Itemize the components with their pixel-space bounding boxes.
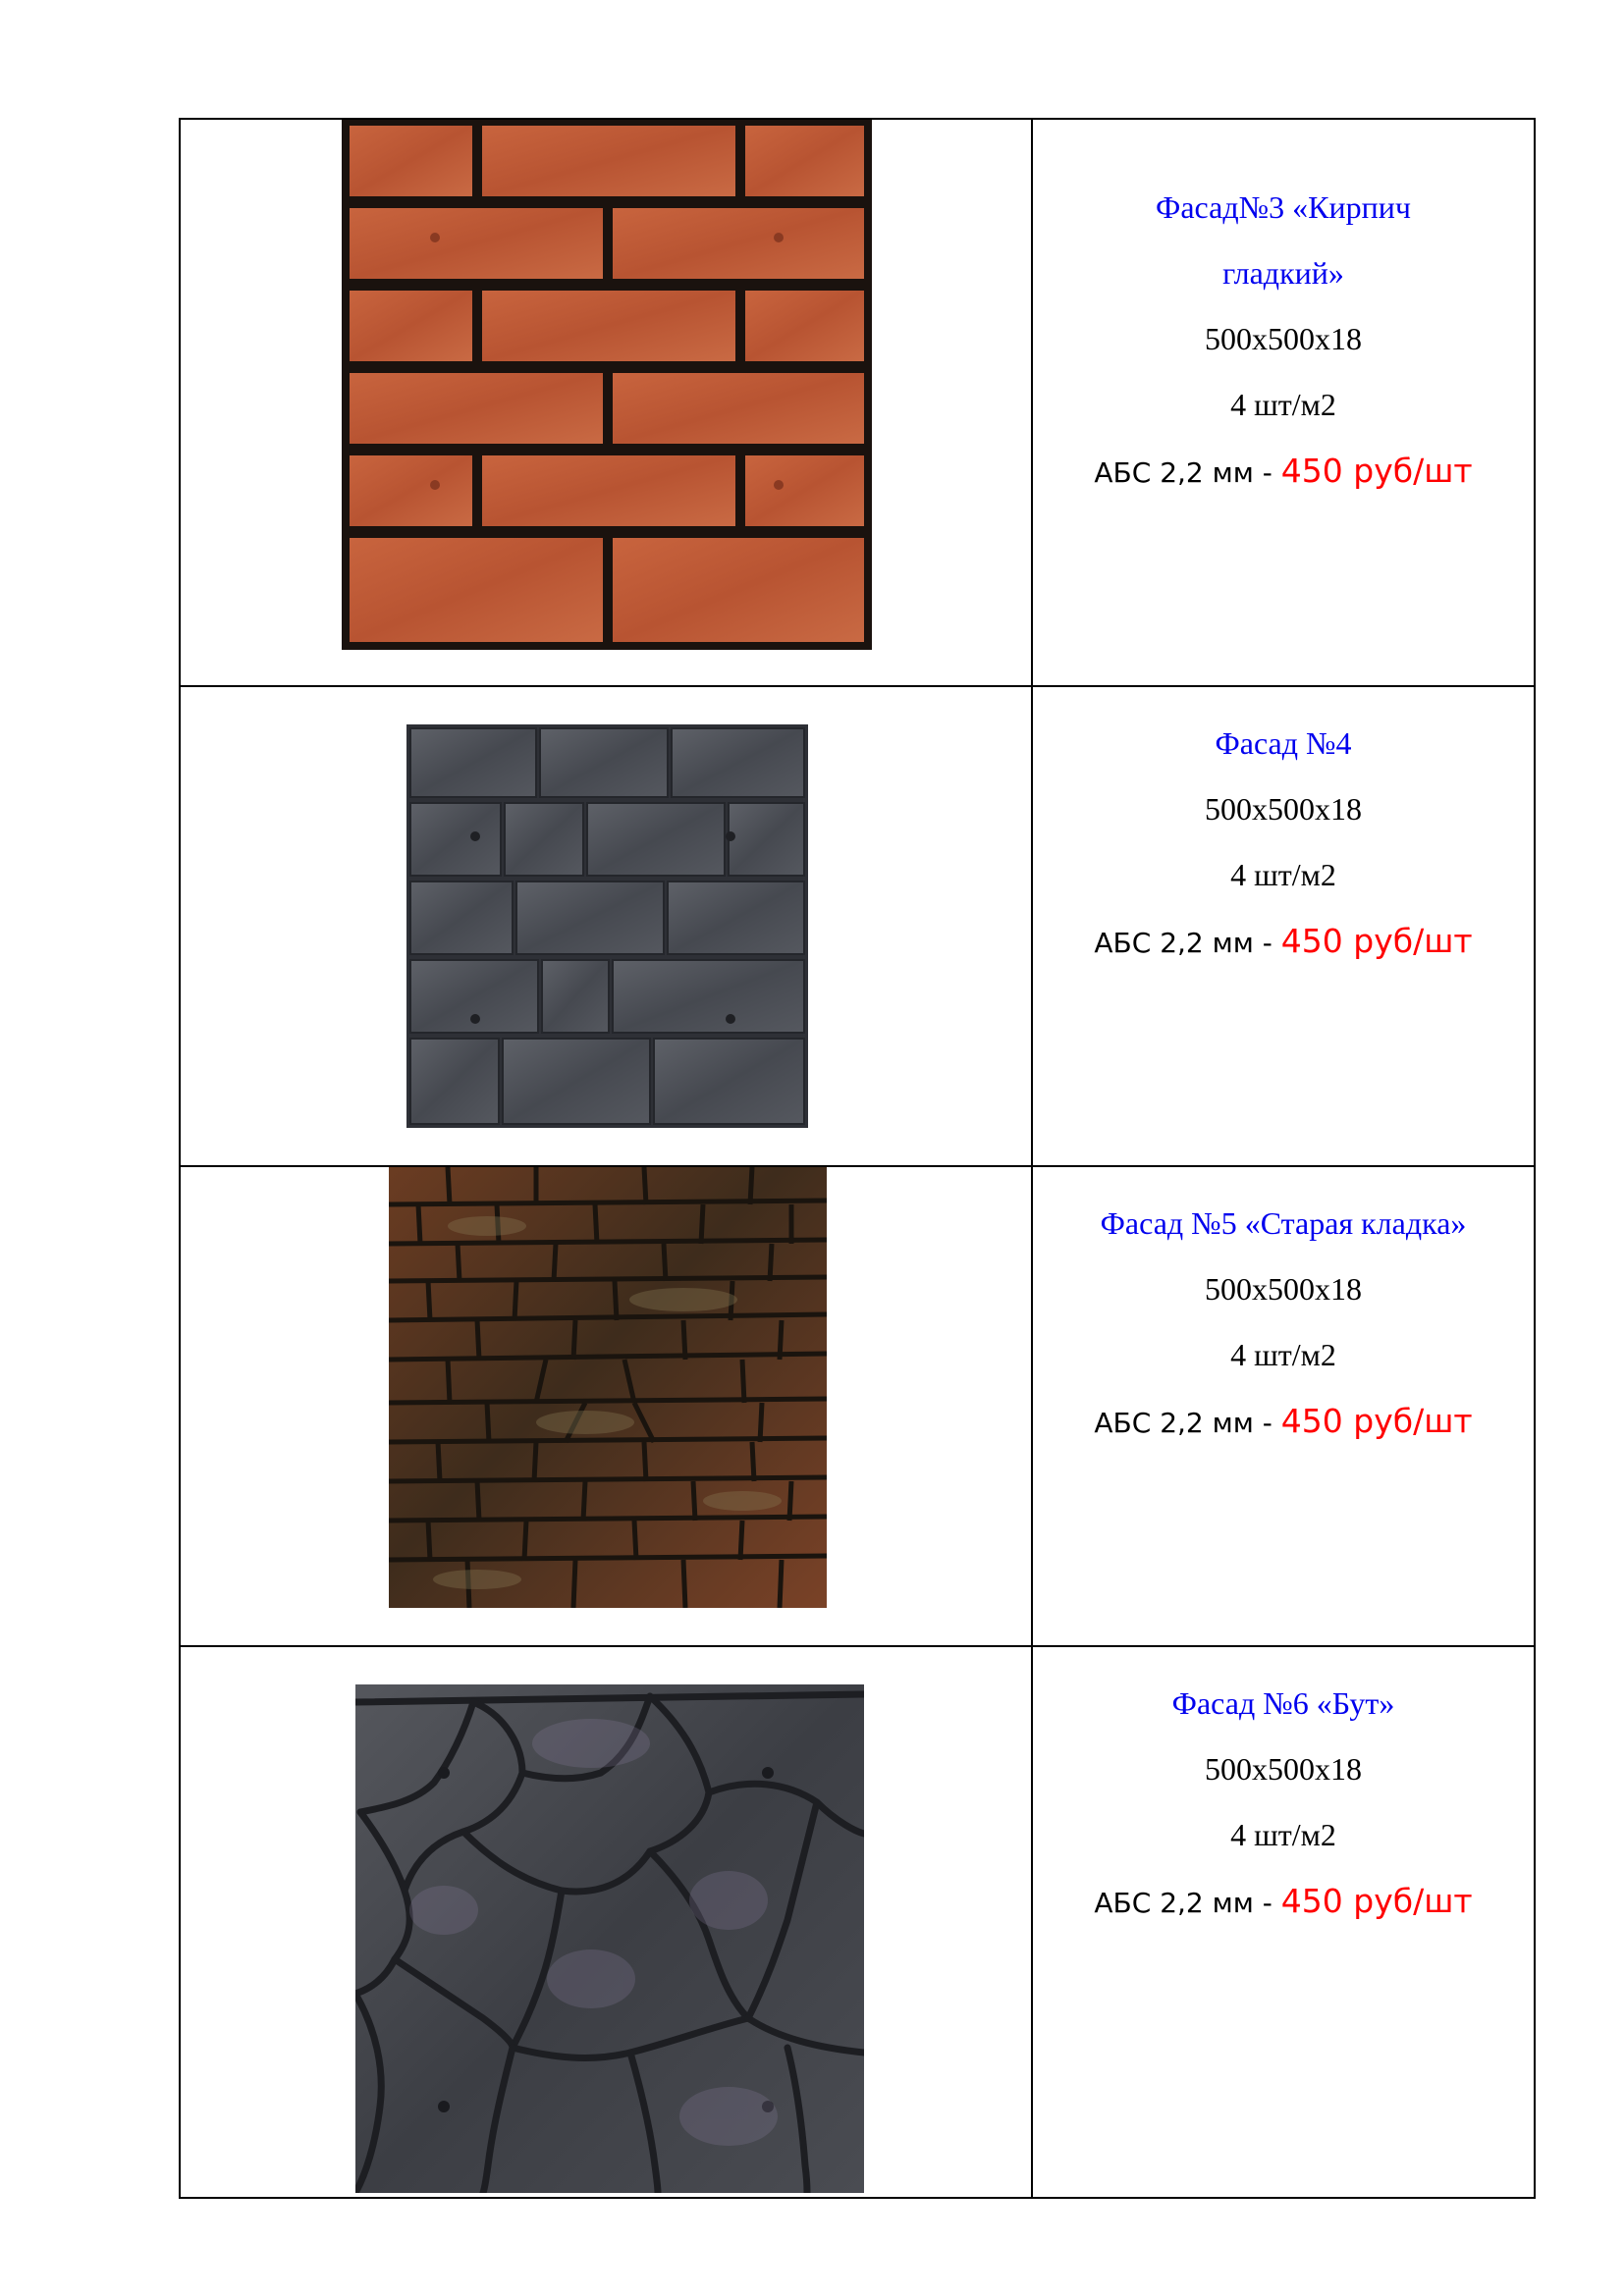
old-masonry-panel-image [389, 1167, 827, 1608]
product-info-cell [1033, 687, 1534, 1165]
product-price: 450 руб/шт [1280, 452, 1473, 490]
smooth-red-brick-panel-image [342, 120, 872, 650]
product-info-cell [1033, 1167, 1534, 1645]
product-quantity-per-m2: 4 шт/м2 [1230, 387, 1336, 422]
product-info-cell [1033, 120, 1534, 685]
product-size: 500х500х18 [1205, 1751, 1362, 1787]
product-quantity-per-m2: 4 шт/м2 [1230, 857, 1336, 892]
product-size: 500х500х18 [1205, 791, 1362, 827]
product-info-cell [1033, 1647, 1534, 2197]
product-image-cell [181, 1647, 1033, 2197]
product-material: АБС 2,2 мм - [1094, 456, 1281, 489]
product-price-line [1033, 1868, 1534, 1934]
product-material: АБС 2,2 мм - [1094, 927, 1281, 959]
product-price: 450 руб/шт [1280, 1402, 1473, 1440]
product-image-cell [181, 1167, 1033, 1645]
product-price-line [1033, 438, 1534, 504]
product-price-line [1033, 1388, 1534, 1454]
product-quantity-per-m2: 4 шт/м2 [1230, 1817, 1336, 1852]
product-size: 500х500х18 [1205, 321, 1362, 356]
product-name: Фасад №6 «Бут» [1171, 1685, 1395, 1721]
product-price: 450 руб/шт [1280, 1882, 1473, 1920]
product-table [179, 118, 1536, 2199]
product-price: 450 руб/шт [1280, 922, 1473, 960]
product-material: АБС 2,2 мм - [1094, 1407, 1281, 1439]
product-name: Фасад №4 [1215, 725, 1352, 761]
grey-stone-brick-panel-image [406, 724, 808, 1128]
product-row-facade-6 [181, 1647, 1534, 2197]
product-size: 500х500х18 [1205, 1271, 1362, 1307]
product-row-facade-4 [181, 687, 1534, 1167]
product-name-line-1: Фасад№3 «Кирпич [1156, 189, 1411, 225]
product-row-facade-5 [181, 1167, 1534, 1647]
product-name-line-2: гладкий» [1222, 255, 1344, 291]
product-image-cell [181, 687, 1033, 1165]
rubble-stone-panel-image [355, 1684, 864, 2193]
product-image-cell [181, 120, 1033, 685]
product-material: АБС 2,2 мм - [1094, 1887, 1281, 1919]
product-row-facade-3 [181, 120, 1534, 687]
product-price-line [1033, 908, 1534, 974]
product-name: Фасад №5 «Старая кладка» [1100, 1205, 1467, 1241]
product-quantity-per-m2: 4 шт/м2 [1230, 1337, 1336, 1372]
